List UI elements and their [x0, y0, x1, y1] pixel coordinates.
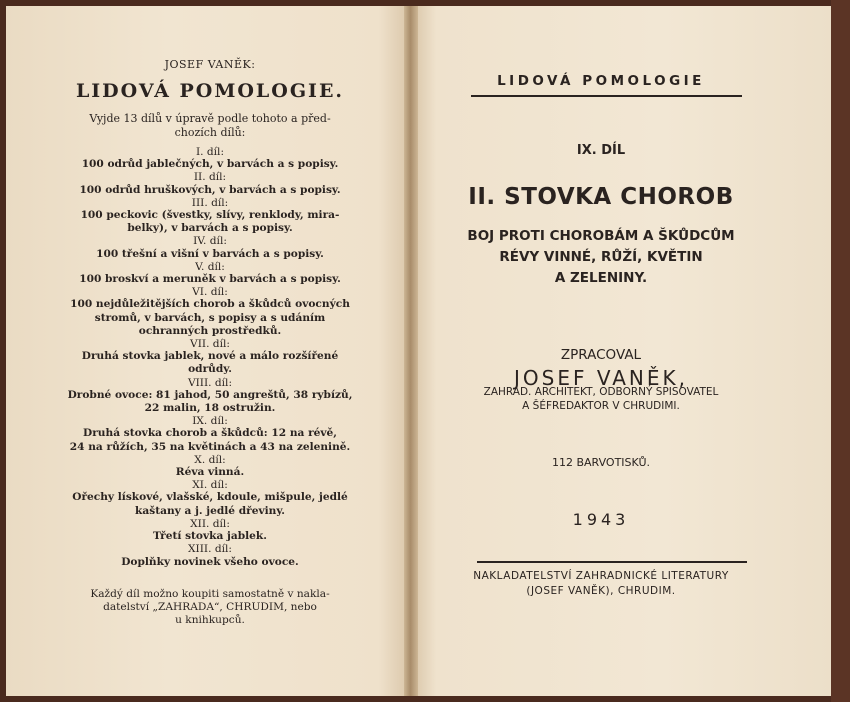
volume-label: IX. díl:: [192, 415, 228, 428]
volume-description: 100 odrůd jablečných, v barvách a s popisy.: [81, 158, 339, 171]
publisher-line: NAKLADATELSTVÍ ZAHRADNICKÉ LITERATURY: [473, 570, 729, 582]
volume-label: XII. díl:: [190, 517, 230, 530]
volume-description: Réva vinná.: [175, 466, 245, 479]
volume-description: 22 malin, 18 ostružin.: [144, 402, 276, 415]
volume-description: belky), v barvách a s popisy.: [127, 222, 293, 235]
author-role: [458, 385, 744, 413]
volume-description: 24 na růžích, 35 na květinách a 43 na zelenině.: [69, 440, 351, 453]
left-author: JOSEF VANĚK:: [164, 58, 256, 71]
volume-label: II. díl:: [193, 171, 227, 184]
left-intro: [60, 112, 360, 140]
intro-line: Vyjde 13 dílů v úpravě podle tohoto a před-: [89, 112, 331, 125]
left-series-title: LIDOVÁ POMOLOGIE.: [75, 80, 345, 102]
volume-label: V. díl:: [195, 260, 225, 273]
volume-label: VI. díl:: [192, 286, 228, 299]
publication-year: 1943: [572, 510, 630, 529]
publisher-rule: [477, 561, 747, 563]
series-rule: [471, 95, 742, 97]
subtitle-line: BOJ PROTI CHOROBÁM A ŠKŮDCŮM: [467, 228, 735, 244]
author-name: JOSEF VANĚK,: [514, 366, 688, 390]
volume-description: 100 třešní a višní v barvách a s popisy.: [96, 247, 324, 260]
book-gutter: [404, 6, 418, 696]
volume-description: kaštany a j. jedlé dřeviny.: [135, 504, 285, 517]
volume-description: Drobné ovoce: 81 jahod, 50 angreštů, 38 rybízů,: [67, 388, 353, 401]
series-heading: LIDOVÁ POMOLOGIE: [497, 73, 705, 89]
volume-label: I. díl:: [195, 146, 225, 158]
volume-label: IV. díl:: [193, 235, 227, 248]
volume-label: VII. díl:: [190, 338, 230, 351]
volume-description: 100 nejdůležitějších chorob a škůdců ovocných: [70, 298, 350, 311]
volume-label: XI. díl:: [192, 479, 228, 492]
volume-description: Ořechy lískové, vlašské, kdoule, mišpule, jedlé: [72, 491, 348, 504]
note-line: datelství „ZAHRADA“, CHRUDIM, nebo: [103, 601, 317, 613]
author-role-line: A ŠÉFREDAKTOR V CHRUDIMI.: [522, 400, 680, 412]
book-cover-edge: [831, 0, 850, 702]
volume-list: [60, 146, 360, 569]
note-line: Každý díl možno koupiti samostatně v nakla-: [90, 588, 330, 600]
volume-description: stromů, v barvách, s popisy a s udáním: [94, 311, 326, 324]
publisher-line: (JOSEF VANĚK), CHRUDIM.: [526, 585, 676, 597]
left-note: [60, 588, 360, 627]
volume-description: ochranných prostředků.: [138, 324, 282, 337]
volume-label: III. díl:: [191, 196, 229, 209]
volume-description: Doplňky novinek všeho ovoce.: [121, 555, 299, 568]
color-prints-count: 112 BARVOTISKŮ.: [551, 456, 650, 469]
volume-label: VIII. díl:: [187, 376, 233, 389]
subtitle-line: A ZELENINY.: [554, 270, 648, 286]
volume-label: XIII. díl:: [188, 543, 232, 556]
volume-description: 100 broskví a meruněk v barvách a s popisy.: [79, 273, 341, 286]
publisher: [458, 569, 744, 599]
volume-description: Druhá stovka jablek, nové a málo rozšířené: [81, 350, 339, 363]
volume-label: X. díl:: [194, 453, 226, 466]
book-title: II. STOVKA CHOROB: [468, 184, 734, 210]
intro-line: chozích dílů:: [174, 126, 246, 139]
volume-description: Třetí stovka jablek.: [153, 530, 267, 543]
volume-description: Druhá stovka chorob a škůdců: 12 na révě,: [83, 427, 337, 440]
compiled-by-label: ZPRACOVAL: [560, 347, 642, 363]
subtitle-line: RÉVY VINNÉ, RŮŽÍ, KVĚTIN: [499, 249, 703, 265]
volume-heading: IX. DÍL: [576, 143, 626, 158]
volume-description: 100 peckovic (švestky, slívy, renklody, mira-: [80, 209, 340, 222]
author-role-line: ZAHRAD. ARCHITEKT, ODBORNÝ SPISOVATEL: [483, 386, 719, 398]
note-line: u knihkupců.: [175, 614, 245, 626]
volume-description: 100 odrůd hruškových, v barvách a s popisy.: [79, 183, 341, 196]
volume-description: odrůdy.: [188, 363, 232, 376]
book-subtitle: [458, 226, 744, 289]
